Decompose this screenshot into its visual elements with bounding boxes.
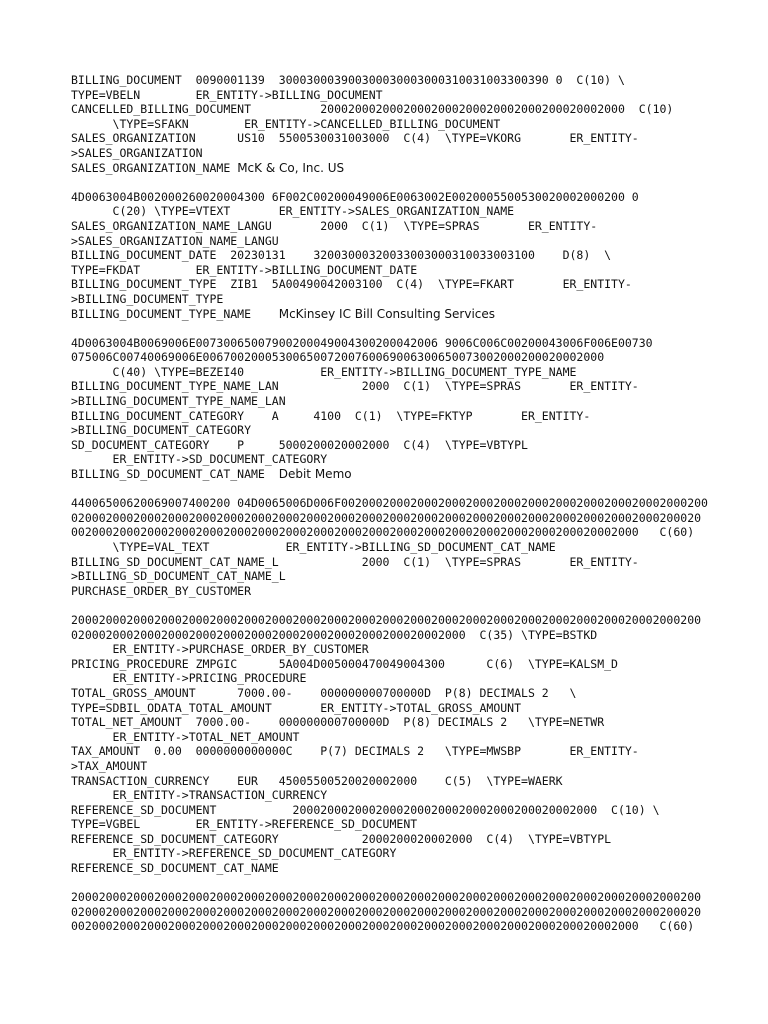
blank-line (71, 175, 711, 190)
text-line: SD_DOCUMENT_CATEGORY P 5000200020002000 C(4) \TYPE=VBTYPL (71, 437, 528, 452)
text-line: BILLING_DOCUMENT_DATE 20230131 32003000320033003000310033003100 D(8) \ (71, 248, 612, 263)
text-line: TAX_AMOUNT 0.00 0000000000000C P(7) DECIMALS 2 \TYPE=MWSBP ER_ENTITY- (71, 744, 639, 759)
text-line: 0200020002000200020002000200020002000200020002000200020002000200020002000200020002000200020 (71, 510, 702, 525)
text-line: 4D0063004B002000260020004300 6F002C00200049006E0063002E0020005500530020002000200 0 (71, 189, 639, 204)
text-line: >SALES_ORGANIZATION_NAME_LANGU (71, 233, 279, 248)
text-line: >BILLING_DOCUMENT_CATEGORY (71, 423, 252, 438)
text-line: 2000200020002000200020002000200020002000200020002000200020002000200020002000200020002000200 (71, 890, 702, 905)
text-line: 44006500620069007400200 04D0065006D006F00200020002000200020002000200020002000200020002000200 (71, 496, 708, 511)
text-line: SALES_ORGANIZATION_NAME_LANGU 2000 C(1) \TYPE=SPRAS ER_ENTITY- (71, 218, 598, 233)
text-line: BILLING_DOCUMENT_TYPE ZIB1 5A00490042003100 C(4) \TYPE=FKART ER_ENTITY- (71, 277, 632, 292)
text-line-with-value (71, 467, 711, 482)
text-line-with-value (71, 307, 711, 322)
text-line: 020002000200020002000200020002000200020002000200020002000 C(35) \TYPE=BSTKD (71, 627, 598, 642)
text-line: \TYPE=SFAKN ER_ENTITY->CANCELLED_BILLING_DOCUMENT (71, 116, 501, 131)
field-name: BILLING_SD_DOCUMENT_CAT_NAME (71, 467, 265, 482)
text-line: 0020002000200020002000200020002000200020002000200020002000200020002000200020002000 C(60) (71, 919, 695, 934)
text-line: TRANSACTION_CURRENCY EUR 45005500520020002000 C(5) \TYPE=WAERK (71, 773, 563, 788)
text-line: 2000200020002000200020002000200020002000200020002000200020002000200020002000200020002000200 (71, 612, 702, 627)
text-line: C(40) \TYPE=BEZEI40 ER_ENTITY->BILLING_DOCUMENT_TYPE_NAME (71, 364, 577, 379)
text-line: >BILLING_DOCUMENT_TYPE_NAME_LAN (71, 394, 286, 409)
text-line: ER_ENTITY->PURCHASE_ORDER_BY_CUSTOMER (71, 642, 369, 657)
text-line: BILLING_DOCUMENT_TYPE_NAME_LAN 2000 C(1) \TYPE=SPRAS ER_ENTITY- (71, 379, 639, 394)
text-line: TYPE=SDBIL_ODATA_TOTAL_AMOUNT ER_ENTITY->TOTAL_GROSS_AMOUNT (71, 700, 522, 715)
blank-line (71, 321, 711, 336)
text-line: PRICING_PROCEDURE ZMPGIC 5A004D005000470049004300 C(6) \TYPE=KALSM_D (71, 656, 618, 671)
text-line: CANCELLED_BILLING_DOCUMENT 20002000200020002000200020002000200020002000 C(10) (71, 102, 674, 117)
sales-org-name-value: McK & Co, Inc. US (237, 160, 345, 175)
text-line: BILLING_DOCUMENT_CATEGORY A 4100 C(1) \TYPE=FKTYP ER_ENTITY- (71, 408, 591, 423)
field-name: SALES_ORGANIZATION_NAME (71, 160, 231, 175)
text-line: C(20) \TYPE=VTEXT ER_ENTITY->SALES_ORGANIZATION_NAME (71, 204, 515, 219)
text-line: TYPE=VGBEL ER_ENTITY->REFERENCE_SD_DOCUMENT (71, 817, 418, 832)
text-line: ER_ENTITY->TRANSACTION_CURRENCY (71, 788, 328, 803)
text-line: TYPE=FKDAT ER_ENTITY->BILLING_DOCUMENT_DATE (71, 262, 418, 277)
blank-line (71, 598, 711, 613)
text-line: BILLING_DOCUMENT 0090001139 300030003900300030003000310031003300390 0 C(10) \ (71, 73, 625, 87)
text-line: PURCHASE_ORDER_BY_CUSTOMER (71, 583, 252, 598)
text-line: REFERENCE_SD_DOCUMENT_CAT_NAME (71, 861, 279, 876)
text-line: TOTAL_NET_AMOUNT 7000.00- 000000000700000D P(8) DECIMALS 2 \TYPE=NETWR (71, 715, 605, 730)
document-page (71, 73, 711, 934)
text-line: ER_ENTITY->PRICING_PROCEDURE (71, 671, 307, 686)
text-line: >TAX_AMOUNT (71, 758, 148, 773)
text-line: TYPE=VBELN ER_ENTITY->BILLING_DOCUMENT (71, 87, 383, 102)
text-line: 4D0063004B0069006E00730065007900200049004300200042006 9006C006C00200043006F006E00730 (71, 335, 653, 350)
text-line: >BILLING_SD_DOCUMENT_CAT_NAME_L (71, 569, 286, 584)
text-line: ER_ENTITY->SD_DOCUMENT_CATEGORY (71, 452, 328, 467)
field-name: BILLING_DOCUMENT_TYPE_NAME (71, 306, 252, 321)
billing-sd-doc-cat-name-value: Debit Memo (278, 467, 352, 482)
text-line: >BILLING_DOCUMENT_TYPE (71, 291, 224, 306)
blank-line (71, 876, 711, 891)
text-line: TOTAL_GROSS_AMOUNT 7000.00- 000000000700000D P(8) DECIMALS 2 \ (71, 685, 577, 700)
text-line: REFERENCE_SD_DOCUMENT 20002000200020002000200020002000200020002000 C(10) \ (71, 802, 660, 817)
text-line: \TYPE=VAL_TEXT ER_ENTITY->BILLING_SD_DOCUMENT_CAT_NAME (71, 540, 556, 554)
text-line: 0200020002000200020002000200020002000200020002000200020002000200020002000200020002000200020 (71, 904, 702, 919)
text-line: ER_ENTITY->REFERENCE_SD_DOCUMENT_CATEGORY (71, 846, 397, 861)
text-line: ER_ENTITY->TOTAL_NET_AMOUNT (71, 729, 300, 744)
text-line: >SALES_ORGANIZATION (71, 145, 203, 160)
text-line: BILLING_SD_DOCUMENT_CAT_NAME_L 2000 C(1) \TYPE=SPRAS ER_ENTITY- (71, 554, 639, 569)
billing-doc-type-name-value: McKinsey IC Bill Consulting Services (278, 306, 496, 321)
blank-line (71, 482, 711, 497)
text-line: REFERENCE_SD_DOCUMENT_CATEGORY 2000200020002000 C(4) \TYPE=VBTYPL (71, 831, 612, 846)
text-line: 0020002000200020002000200020002000200020002000200020002000200020002000200020002000 C(60) (71, 525, 695, 540)
text-line: SALES_ORGANIZATION US10 5500530031003000 C(4) \TYPE=VKORG ER_ENTITY- (71, 131, 639, 146)
text-line-with-value (71, 161, 711, 176)
text-line: 075006C00740069006E0067002000530065007200760069006300650073002000200020002000 (71, 350, 605, 365)
